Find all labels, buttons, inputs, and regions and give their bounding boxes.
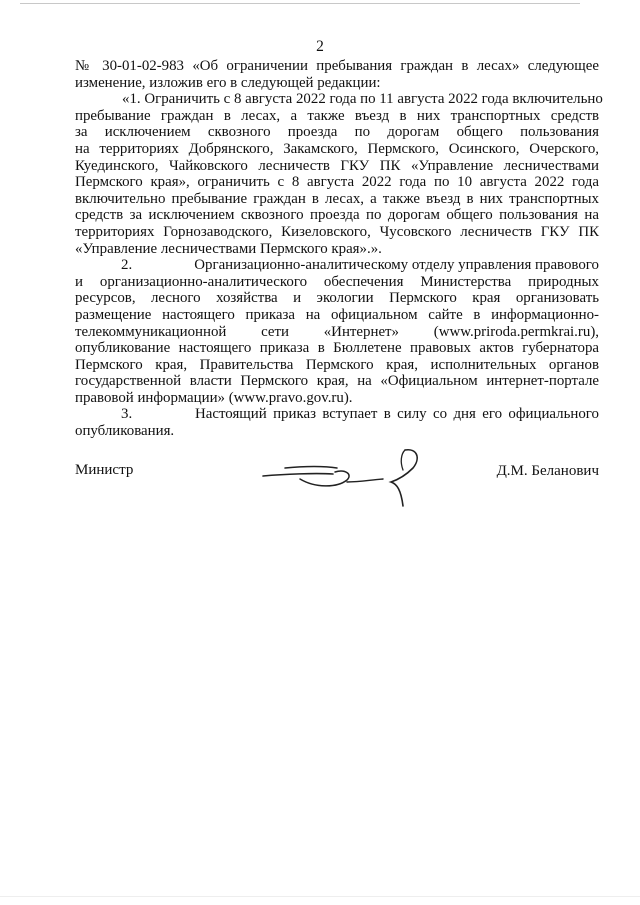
text-line — [75, 390, 599, 407]
document-body — [75, 58, 603, 440]
text-line — [75, 174, 599, 191]
text-line — [75, 274, 599, 291]
line-text: пребывание граждан в лесах, а также въезд в них транспортных средств — [75, 107, 599, 124]
paragraph-number: 3. — [121, 406, 133, 423]
text-line — [75, 406, 599, 423]
text-line — [75, 191, 599, 208]
text-line — [75, 423, 599, 440]
text-line — [75, 307, 599, 324]
signatory-title: Министр — [75, 462, 134, 478]
handwritten-signature — [255, 444, 425, 508]
line-text: средств за исключением сквозного проезда по дорогам общего пользования на — [75, 207, 599, 224]
line-text: ресурсов, лесного хозяйства и экологии Пермского края организовать — [75, 290, 599, 307]
line-text: и организационно-аналитического обеспечения Министерства природных — [75, 273, 599, 290]
line-text: Пермского края, Правительства Пермского края, исполнительных органов — [75, 356, 599, 373]
text-line — [75, 124, 599, 141]
signatory-name: Д.М. Беланович — [496, 463, 599, 479]
text-line — [75, 75, 599, 92]
line-text: Куединского, Чайковского лесничеств ГКУ ПК «Управление лесничествами — [75, 157, 599, 174]
line-text: правовой информации» (www.pravo.gov.ru). — [75, 389, 353, 406]
text-line — [75, 224, 599, 241]
signature-block — [75, 462, 599, 512]
line-text: № 30-01-02-983 «Об ограничении пребывания граждан в лесах» следующее — [75, 58, 599, 74]
line-text: Организационно-аналитическому отделу управления правового — [194, 257, 599, 274]
text-line — [75, 108, 599, 125]
text-line — [75, 373, 599, 390]
text-line — [75, 257, 599, 274]
line-text: размещение настоящего приказа на официальном сайте в информационно- — [75, 306, 599, 323]
text-line — [75, 357, 599, 374]
text-line — [75, 141, 599, 158]
line-text: «1. Ограничить с 8 августа 2022 года по 11 августа 2022 года включительно — [122, 91, 603, 108]
scan-bottom-edge — [0, 896, 640, 897]
line-text: Настоящий приказ вступает в силу со дня его официального — [195, 406, 599, 423]
line-text: опубликования. — [75, 423, 175, 440]
line-text: территориях Горнозаводского, Кизеловского, Чусовского лесничеств ГКУ ПК — [75, 223, 599, 240]
text-line — [75, 241, 599, 258]
scan-top-edge — [20, 3, 580, 4]
text-line — [75, 91, 603, 108]
line-text: телекоммуникационной сети «Интернет» (www.priroda.permkrai.ru), — [75, 323, 599, 340]
text-line — [75, 290, 599, 307]
line-text: включительно пребывание граждан в лесах, а также въезд в них транспортных — [75, 190, 599, 207]
text-line — [75, 58, 599, 75]
page-number: 2 — [316, 38, 324, 55]
line-text: изменение, изложив его в следующей редакции: — [75, 74, 381, 91]
paragraph-number: 2. — [121, 257, 133, 274]
line-text: «Управление лесничествами Пермского края».». — [75, 240, 382, 257]
line-text: государственной власти Пермского края, на «Официальном интернет-портале — [75, 373, 599, 390]
line-text: на территориях Добрянского, Закамского, Пермского, Осинского, Очерского, — [75, 140, 599, 157]
line-text: опубликование настоящего приказа в Бюллетене правовых актов губернатора — [75, 340, 599, 357]
line-text: Пермского края», ограничить с 8 августа 2022 года по 10 августа 2022 года — [75, 174, 599, 191]
text-line — [75, 158, 599, 175]
text-line — [75, 324, 599, 341]
text-line — [75, 207, 599, 224]
line-text: за исключением сквозного проезда по дорогам общего пользования — [75, 124, 599, 141]
text-line — [75, 340, 599, 357]
